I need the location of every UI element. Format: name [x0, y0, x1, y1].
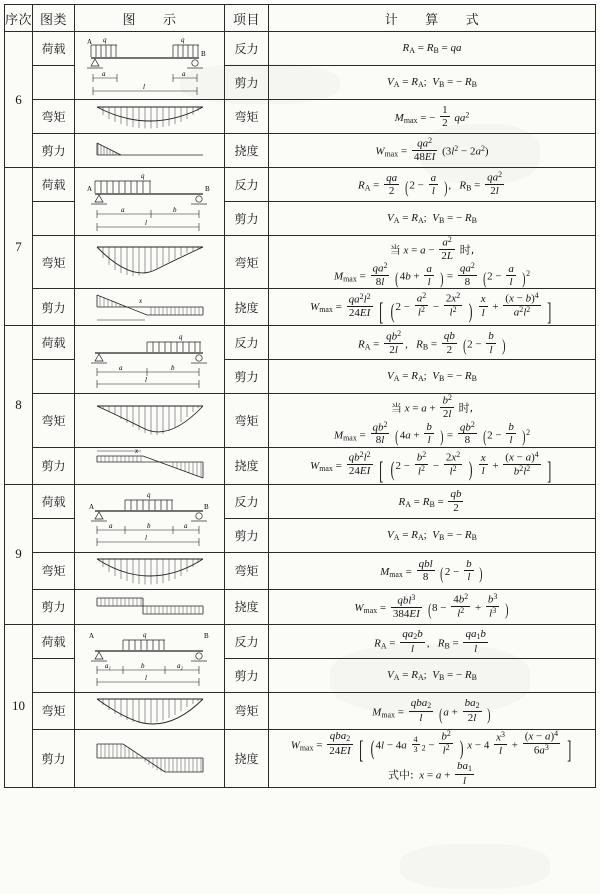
figure-load-6 — [75, 32, 225, 100]
row-no: 7 — [5, 168, 33, 326]
svg-text:l: l — [144, 534, 147, 543]
svg-text:l: l — [144, 218, 147, 227]
svg-text:B: B — [203, 632, 209, 641]
item-shear: 剪力 — [225, 66, 269, 100]
figure-load-7 — [75, 168, 225, 236]
row-no: 9 — [5, 484, 33, 624]
svg-text:B: B — [204, 184, 210, 193]
formula-reaction-8: $R_A$ = $\frac{qb^2}{2l}$ , $R_B$ = $\frac{qb}{2}$ (2 − $\frac{b}{l}$ ) — [269, 326, 596, 360]
header-no: 序次 — [5, 5, 33, 32]
item-deflection: 挠度 — [225, 447, 269, 484]
svg-text:q: q — [146, 491, 150, 500]
svg-text:b: b — [170, 363, 174, 372]
svg-text:b: b — [172, 205, 176, 214]
svg-text:a: a — [108, 522, 112, 531]
item-shear: 剪力 — [225, 518, 269, 552]
item-moment: 弯矩 — [225, 692, 269, 729]
kind-shear: 剪力 — [33, 289, 75, 326]
svg-text:a: a — [120, 205, 124, 214]
formula-moment-7 — [269, 236, 596, 289]
svg-text:x: x — [138, 297, 142, 306]
kind-load: 荷载 — [33, 32, 75, 66]
formula-shear-10: $V_A = R_A$; $V_B$ = − $R_B$ — [269, 658, 596, 692]
formula-deflection-7: $W_{max}$ = $\frac{qa^2l^2}{24EI}$ [ ( 2 − $\frac{a^2}{l^2}$ − $\frac{2x^2}{l^2}$ ) $\frac{x}{l}$ + $\frac{(x - b)^4}{a^2l^2}$ ] — [269, 289, 596, 326]
kind-load-spacer — [33, 658, 75, 692]
kind-load: 荷载 — [33, 484, 75, 518]
svg-text:q: q — [102, 35, 106, 44]
kind-load: 荷载 — [33, 168, 75, 202]
formula-shear-7: $V_A = R_A$; $V_B$ = − $R_B$ — [269, 202, 596, 236]
svg-text:b: b — [140, 662, 144, 671]
svg-text:b: b — [146, 522, 150, 531]
paper-smudge — [400, 844, 550, 889]
moment-condition-8: 当 x = a + $\frac{b^2}{2l}$ 时, — [390, 393, 474, 421]
row-no: 8 — [5, 326, 33, 484]
svg-text:q: q — [180, 35, 184, 44]
formula-moment-8 — [269, 394, 596, 447]
row-no: 10 — [5, 624, 33, 788]
header-calc: 计 算 式 — [269, 5, 596, 32]
kind-shear: 剪力 — [33, 729, 75, 788]
svg-text:A: A — [88, 632, 94, 641]
figure-moment-7 — [75, 236, 225, 289]
item-moment: 弯矩 — [225, 552, 269, 589]
kind-load: 荷载 — [33, 624, 75, 658]
item-reaction: 反力 — [225, 484, 269, 518]
figure-shear-6 — [75, 134, 225, 168]
document-page — [0, 4, 600, 894]
formula-reaction-7: $R_A$ = $\frac{qa}{2}$ (2 − $\frac{a}{l}$ ), $R_B$ = $\frac{qa^2}{2l}$ — [269, 168, 596, 202]
figure-load-8 — [75, 326, 225, 394]
formula-reaction-9: $R_A = R_B$ = $\frac{qb}{2}$ — [269, 484, 596, 518]
kind-load: 荷载 — [33, 326, 75, 360]
row-no: 6 — [5, 32, 33, 168]
formula-moment-6: $M_{max}$ = − $\frac{1}{2}$ $qa^2$ — [269, 100, 596, 134]
item-moment: 弯矩 — [225, 236, 269, 289]
svg-text:l: l — [142, 82, 145, 91]
formula-reaction-10: $R_A$ = $\frac{qa_2b}{l}$ , $R_B$ = $\frac{qa_1b}{l}$ — [269, 624, 596, 658]
formula-shear-9: $V_A = R_A$; $V_B$ = − $R_B$ — [269, 518, 596, 552]
svg-text:A: A — [86, 37, 92, 46]
formula-reaction-6: $R_A = R_B$ = qa — [269, 32, 596, 66]
svg-text:a: a — [101, 69, 105, 78]
figure-shear-10 — [75, 729, 225, 788]
kind-moment: 弯矩 — [33, 236, 75, 289]
figure-moment-8 — [75, 394, 225, 447]
kind-moment: 弯矩 — [33, 100, 75, 134]
svg-text:l: l — [144, 375, 147, 384]
svg-text:a₂: a₂ — [176, 662, 183, 671]
item-shear: 剪力 — [225, 658, 269, 692]
formula-shear-6: $V_A = R_A$; $V_B$ = − $R_B$ — [269, 66, 596, 100]
svg-text:B: B — [203, 503, 209, 512]
figure-shear-8 — [75, 447, 225, 484]
svg-text:l: l — [144, 674, 147, 683]
svg-text:a: a — [118, 363, 122, 372]
beam-formula-table — [4, 4, 596, 788]
kind-moment: 弯矩 — [33, 692, 75, 729]
figure-load-10 — [75, 624, 225, 692]
moment-condition-7: 当 x = a − $\frac{a^2}{2L}$ 时, — [389, 235, 475, 262]
svg-text:q: q — [178, 332, 182, 341]
svg-text:x: x — [134, 447, 138, 455]
figure-moment-6 — [75, 100, 225, 134]
item-reaction: 反力 — [225, 32, 269, 66]
formula-deflection-6: $W_{max}$ = $\frac{qa^2}{48EI}$ $(3l^2 - 2a^2)$ — [269, 134, 596, 168]
figure-shear-7 — [75, 289, 225, 326]
figure-shear-9 — [75, 589, 225, 624]
item-moment: 弯矩 — [225, 100, 269, 134]
figure-moment-9 — [75, 552, 225, 589]
formula-deflection-10 — [269, 729, 596, 788]
kind-moment: 弯矩 — [33, 394, 75, 447]
kind-load-spacer — [33, 360, 75, 394]
moment-formula-7: $M_{max}$ = $\frac{qa^2}{8l}$ (4b + $\frac{a}{l}$ ) = $\frac{qa^2}{8}$ (2 − $\frac{a}{l}$ )$^2$ — [333, 261, 531, 289]
svg-text:q: q — [140, 171, 144, 180]
kind-load-spacer — [33, 202, 75, 236]
item-reaction: 反力 — [225, 624, 269, 658]
item-reaction: 反力 — [225, 168, 269, 202]
svg-text:q: q — [142, 631, 146, 640]
kind-moment: 弯矩 — [33, 552, 75, 589]
item-shear: 剪力 — [225, 360, 269, 394]
svg-text:B: B — [200, 49, 206, 58]
item-deflection: 挠度 — [225, 729, 269, 788]
header-figure: 图 示 — [75, 5, 225, 32]
deflection-formula-10: $W_{max}$ = $\frac{qba_2}{24EI}$ [ ( 4l − 4a $\frac{4}{3}$ $_2$ − $\frac{b^2}{l^2}$ ) x − 4 $\frac{x^3}{l}$ + $\frac{(x - a)^4}{6a^3}$ ] — [290, 729, 572, 765]
kind-shear: 剪力 — [33, 134, 75, 168]
svg-text:a: a — [181, 69, 185, 78]
deflection-note-10: 式中: x = a + $\frac{ba_1}{l}$ — [388, 760, 472, 787]
formula-moment-9: $M_{max}$ = $\frac{\text{qbl}}{8}$ (2 − $\frac{b}{l}$ ) — [269, 552, 596, 589]
kind-load-spacer — [33, 66, 75, 100]
formula-moment-10: $M_{max}$ = $\frac{qba_2}{l}$ (a + $\frac{ba_2}{2l}$ ) — [269, 692, 596, 729]
kind-shear: 剪力 — [33, 447, 75, 484]
kind-load-spacer — [33, 518, 75, 552]
header-kind: 图类 — [33, 5, 75, 32]
item-deflection: 挠度 — [225, 289, 269, 326]
formula-deflection-8: $W_{max}$ = $\frac{qb^2l^2}{24EI}$ [ ( 2 − $\frac{b^2}{l^2}$ − $\frac{2x^2}{l^2}$ ) $\frac{x}{l}$ + $\frac{(x - a)^4}{b^2l^2}$ ] — [269, 447, 596, 484]
formula-deflection-9: $W_{max}$ = $\frac{qbl^3}{384EI}$ (8 − $\frac{4b^2}{l^2}$ + $\frac{b^3}{l^3}$ ) — [269, 589, 596, 624]
svg-text:A: A — [88, 503, 94, 512]
figure-moment-10 — [75, 692, 225, 729]
moment-formula-8: $M_{max}$ = $\frac{qb^2}{8l}$ (4a + $\frac{b}{l}$ ) = $\frac{qb^2}{8}$ (2 − $\frac{b}{l}$ )$^2$ — [333, 419, 531, 447]
item-shear: 剪力 — [225, 202, 269, 236]
item-moment: 弯矩 — [225, 394, 269, 447]
kind-shear: 剪力 — [33, 589, 75, 624]
formula-shear-8: $V_A = R_A$; $V_B$ = − $R_B$ — [269, 360, 596, 394]
item-deflection: 挠度 — [225, 589, 269, 624]
header-item: 项目 — [225, 5, 269, 32]
svg-text:a₁: a₁ — [104, 662, 111, 671]
item-reaction: 反力 — [225, 326, 269, 360]
figure-load-9 — [75, 484, 225, 552]
svg-text:A: A — [86, 184, 92, 193]
item-deflection: 挠度 — [225, 134, 269, 168]
svg-text:a: a — [183, 522, 187, 531]
